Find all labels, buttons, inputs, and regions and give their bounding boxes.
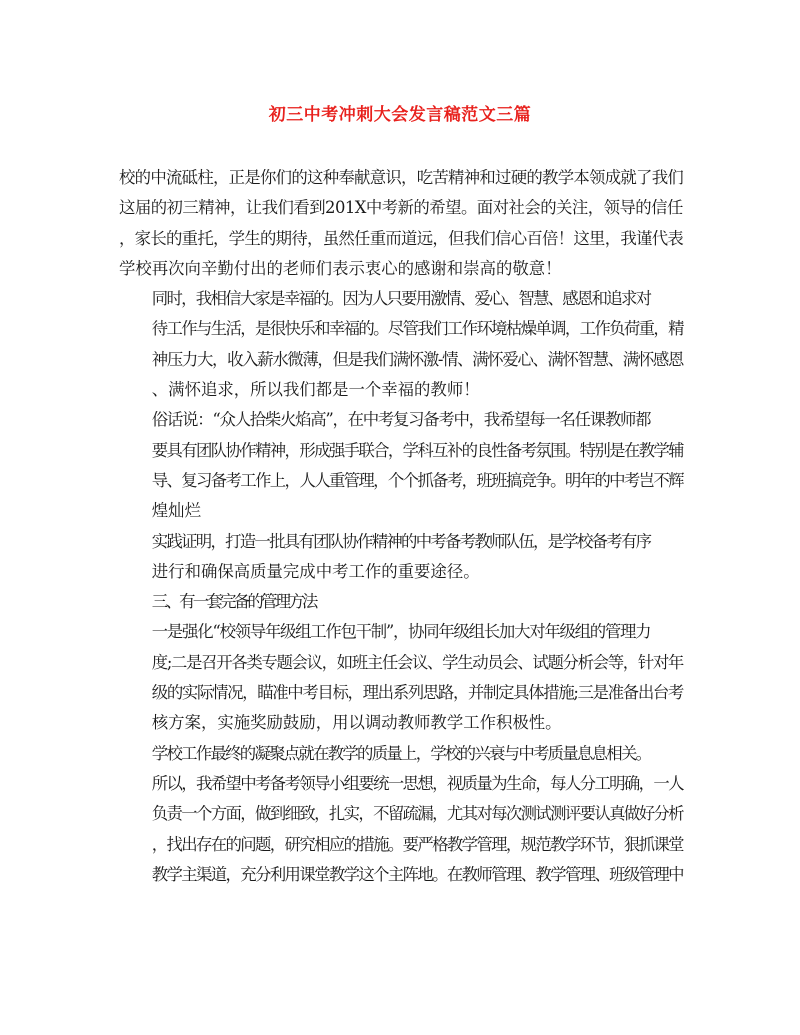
text-line: 导、复习备考工作上，人人重管理，个个抓备考，班班搞竞争。明年的中考岂不辉 <box>151 470 683 490</box>
text-line: 负责一个方面，做到细致，扎实，不留疏漏，尤其对每次测试测评要认真做好分析 <box>151 804 683 824</box>
body-paragraph <box>119 617 683 738</box>
text-line: 同时，我相信大家是幸福的。因为人只要用激情、爱心、智慧、感恩和追求对 <box>151 289 651 309</box>
text-line: 要具有团队协作精神，形成强手联合，学科互补的良性备考氛围。特别是在教学辅 <box>151 440 683 460</box>
text-line: 实践证明，打造一批具有团队协作精神的中考备考教师队伍，是学校备考有序 <box>151 531 651 551</box>
text-line: ，家长的重托，学生的期待，虽然任重而道远，但我们信心百倍！这里，我谨代表 <box>119 228 684 248</box>
text-line: 学校工作最终的凝聚点就在教学的质量上，学校的兴衰与中考质量息息相关。 <box>151 743 651 763</box>
body-paragraph <box>119 587 683 617</box>
document-body <box>119 163 683 890</box>
document-title: 初三中考冲刺大会发言稿范文三篇 <box>268 105 532 125</box>
text-line: 核方案，实施奖励鼓励，用以调动教师教学工作积极性。 <box>151 713 562 733</box>
text-line: 一是强化“校领导年级组工作包干制”，协同年级组长加大对年级组的管理力 <box>151 622 651 642</box>
text-line: 度;二是召开各类专题会议，如班主任会议、学生动员会、试题分析会等，针对年 <box>151 652 683 672</box>
text-line: 煌灿烂 <box>151 501 201 521</box>
text-line: 、满怀追求，所以我们都是一个幸福的教师！ <box>151 380 480 400</box>
text-line: 神压力大，收入薪水微薄，但是我们满怀激-情、满怀爱心、满怀智慧、满怀感恩 <box>151 349 684 369</box>
body-paragraph <box>119 163 683 284</box>
text-line: 所以，我希望中考备考领导小组要统一思想，视质量为生命，每人分工明确，一人 <box>151 773 683 793</box>
body-paragraph <box>119 284 683 405</box>
text-line: 学校再次向辛勤付出的老师们表示衷心的感谢和崇高的敬意！ <box>119 258 562 278</box>
body-paragraph <box>119 405 683 526</box>
text-line: 校的中流砥柱，正是你们的这种奉献意识，吃苦精神和过硬的教学本领成就了我们 <box>119 168 684 187</box>
text-line: 这届的初三精神，让我们看到201X中考新的希望。面对社会的关注，领导的信任 <box>119 198 683 218</box>
text-line: 级的实际情况，瞄准中考目标，理出系列思路，并制定具体措施;三是准备出台考 <box>151 683 683 703</box>
text-line: 俗话说：“众人拾柴火焰高”，在中考复习备考中，我希望每一名任课教师都 <box>151 410 651 430</box>
body-paragraph <box>119 739 683 890</box>
text-line: 教学主渠道，充分利用课堂教学这个主阵地。在教师管理、教学管理、班级管理中 <box>151 864 683 884</box>
text-line: 进行和确保高质量完成中考工作的重要途径。 <box>151 561 480 581</box>
body-paragraph <box>119 527 683 588</box>
text-line: 三、有一套完备的管理方法 <box>151 592 316 612</box>
text-line: 待工作与生活，是很快乐和幸福的。尽管我们工作环境枯燥单调，工作负荷重，精 <box>151 319 683 339</box>
text-line: ，找出存在的问题，研究相应的措施。要严格教学管理，规范教学环节，狠抓课堂 <box>151 834 683 854</box>
